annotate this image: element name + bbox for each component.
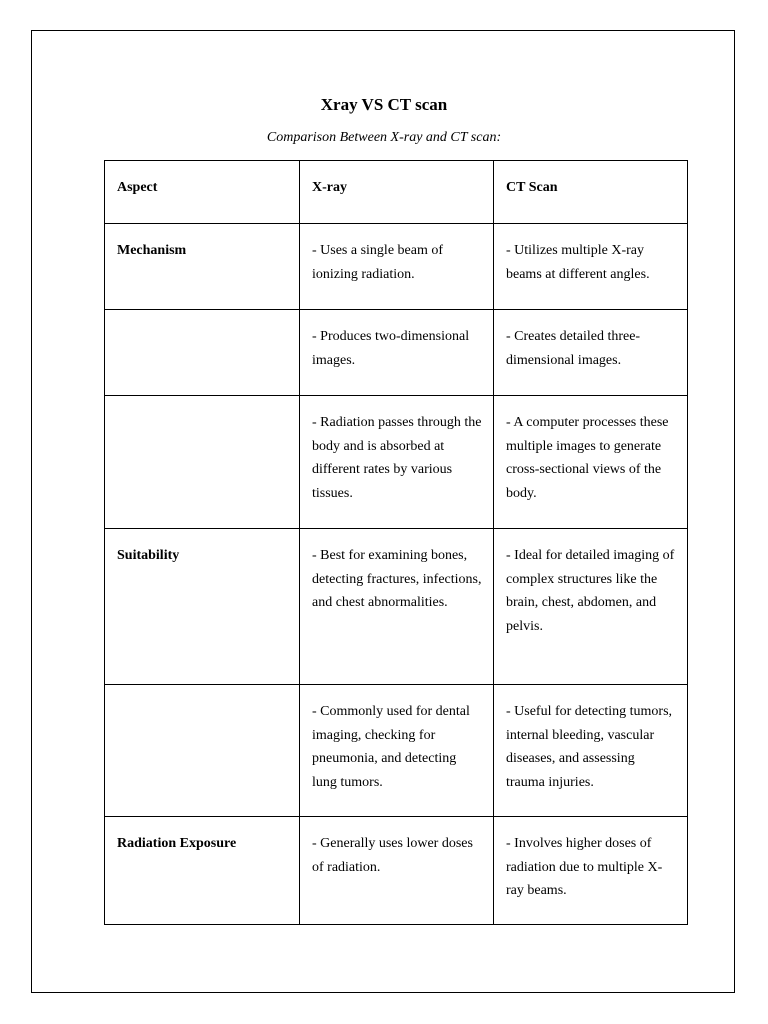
document-subtitle: Comparison Between X-ray and CT scan: xyxy=(266,130,502,145)
document-title: Xray VS CT scan xyxy=(320,95,448,114)
xray-cell: - Produces two-dimensional images. xyxy=(300,310,494,396)
header-aspect: Aspect xyxy=(105,161,300,224)
header-xray: X-ray xyxy=(300,161,494,224)
xray-cell: - Generally uses lower doses of radiation. xyxy=(300,817,494,925)
aspect-cell xyxy=(105,396,300,529)
xray-cell: - Radiation passes through the body and is absorbed at different rates by various tissues. xyxy=(300,396,494,529)
table-header-row xyxy=(105,161,688,224)
xray-cell: - Uses a single beam of ionizing radiation. xyxy=(300,224,494,310)
ct-cell: - A computer processes these multiple images to generate cross-sectional views of the body. xyxy=(494,396,688,529)
table-row xyxy=(105,685,688,817)
aspect-cell: Radiation Exposure xyxy=(105,817,300,925)
ct-cell: - Creates detailed three-dimensional images. xyxy=(494,310,688,396)
table-row xyxy=(105,396,688,529)
ct-cell: - Useful for detecting tumors, internal bleeding, vascular diseases, and assessing trauma injuries. xyxy=(494,685,688,817)
ct-cell: - Utilizes multiple X-ray beams at different angles. xyxy=(494,224,688,310)
table-row xyxy=(105,310,688,396)
table-row xyxy=(105,817,688,925)
header-ct-scan: CT Scan xyxy=(494,161,688,224)
aspect-cell xyxy=(105,685,300,817)
aspect-cell: Mechanism xyxy=(105,224,300,310)
ct-cell: - Involves higher doses of radiation due to multiple X-ray beams. xyxy=(494,817,688,925)
table-row xyxy=(105,224,688,310)
ct-cell: - Ideal for detailed imaging of complex structures like the brain, chest, abdomen, and pelvis. xyxy=(494,529,688,685)
aspect-cell: Suitability xyxy=(105,529,300,685)
xray-cell: - Best for examining bones, detecting fractures, infections, and chest abnormalities. xyxy=(300,529,494,685)
comparison-table xyxy=(104,160,688,925)
xray-cell: - Commonly used for dental imaging, checking for pneumonia, and detecting lung tumors. xyxy=(300,685,494,817)
aspect-cell xyxy=(105,310,300,396)
table-row xyxy=(105,529,688,685)
